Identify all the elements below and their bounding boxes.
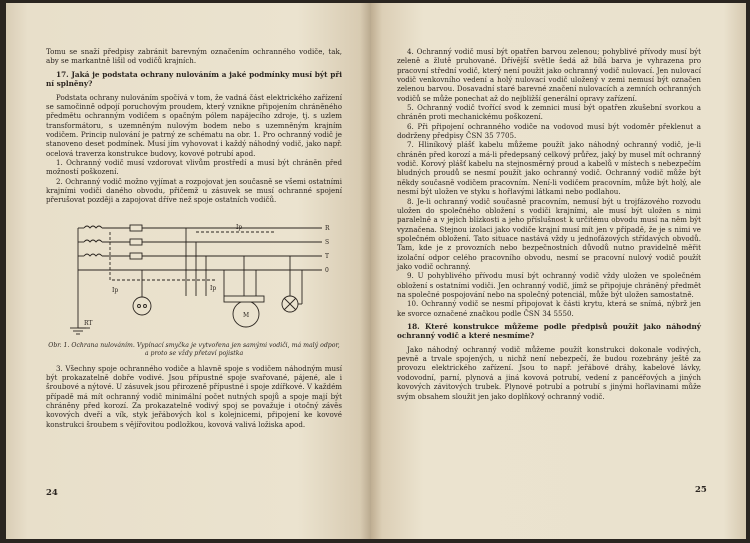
paragraph: 9. U pohyblivého přívodu musí být ochranný vodič vždy uložen ve společném obložení s ostatními vodiči. Jen ochranný vodič, jímž se připojuje chráněný předmět na společné pospojování nebo na společný potenciál, může být uložen samostatně. [397,271,701,299]
paragraph: 5. Ochranný vodič tvořící svod k zemnici musí být opatřen zkušební svorkou a chráněn proti mechanickému poškození. [397,103,701,122]
paragraph: 3. Všechny spoje ochranného vodiče a hlavně spoje s vodičem náhodným musí být prokazatelně dobře vodivé. Jsou přípustné spoje svařované, pájené, ale i šroubové a nýtové. U zásuvek jsou přirozeně přípustné i spoje zdířkové. V každém případě má mít ochranný vodič minimální počet nutných spojů a spoje mají být chráněny před korozí. Za prokazatelně vodivý spoj se považuje i otočný závěs kovových dveří a vík, styk jeřábových kol s kolejnicemi, připojení ke kovové konstrukci šroubem s vějířovitou podložkou, kovová valivá ložiska apod. [46,363,342,429]
page-number-right: 25 [695,485,707,495]
schematic-drawing [46,210,342,340]
left-text-column [46,47,342,429]
label-r: R [325,224,330,232]
paragraph: Jako náhodný ochranný vodič můžeme použít konstrukci dokonale vodivých, pevně a trvale spojených, u nichž není nebezpečí, že budou rozebrány ještě za provozu elektrického zařízení. Jsou to např. jeřábové dráhy, kabelové lávky, vodovodní, parní, plynová a jiná kovová potrubí, vedení z pancéřových a jiných kovových závitových trubek. Plynové potrubí a potrubí s jinými hořlavinami může svým obsahem sloužit jen jako doplňkový ochranný vodič. [397,344,701,401]
figure-caption: Obr. 1. Ochrana nulováním. Vypínací smyčka je vytvořena jen samými vodiči, má malý odpor, a proto se vždy přetaví pojistka [48,341,340,357]
book-spread [6,3,746,539]
question-18-heading: 18. Které konstrukce můžeme podle předpisů použít jako náhodný ochranný vodič a které nesmíme? [397,321,701,341]
paragraph: 6. Při připojení ochranného vodiče na vodovod musí být vodoměr překlenut a dodrženy předpisy ČSN 35 7705. [397,121,701,141]
right-text-column [397,47,701,401]
question-17-heading: 17. Jaká je podstata ochrany nulováním a jaké podmínky musí být při ní splněny? [46,69,342,89]
page-number-left: 24 [46,488,58,498]
label-rt: RT [84,319,93,327]
paragraph: 8. Je-li ochranný vodič současně pracovním, nemusí být u trojfázového rozvodu uložen do společného obložení s vodiči krajními, ale musí být uložen s nimi paralelně a v jejich blízkosti a jeho příslušnost k určitému obvodu musí na něm být vyznačena. Stejnou izolaci jako vodiče krajní musí mít jen v případě, že je s nimi ve společném obložení. Tato situace nastává vždy u jednofázových střídavých obvodů. Tam, kde je z provozních nebo bezpečnostních důvodů nutno pravidelně měřit izolační odpor celého pracovního obvodu, nesmí se pracovní nulový vodič použít jako vodič ochranný. [397,196,701,271]
paragraph: 10. Ochranný vodič se nesmí připojovat k části krytu, která se snímá, nýbrž jen ke svorce označené značkou podle ČSN 34 5550. [397,299,701,318]
paragraph: 2. Ochranný vodič možno vyjímat a rozpojovat jen současně se všemi ostatními krajními vodiči daného obvodu, přičemž u zásuvek se musí ochranné spojení přerušovat později a zapojovat dříve než spoje ostatních vodičů. [46,176,342,205]
figure-nulling-schematic [46,210,342,340]
label-s: S [325,238,330,246]
label-ip-left: Ip [112,286,119,294]
label-t: T [325,252,330,260]
label-zero: 0 [325,266,329,274]
paragraph: 4. Ochranný vodič musí být opatřen barvou zelenou; pohyblivé přívody musí být zeleně a žlutě pruhované. Dřívější světle šedá až bílá barva je vyhrazena pro pracovní střední vodič, který není použit jako ochranný vodič nulovací. Jen nulovací vodič venkovního vedení a holý nulovací vodič uložený v zemi nemusí být označen zelenou barvou. Dosavadní staré barevné značení nulovacích a zemních ochranných vodičů se může ponechat až do nejbližší generální opravy zařízení. [397,47,701,103]
label-motor: M [243,311,250,319]
label-ip-top: Ip [236,223,243,231]
paragraph: 1. Ochranný vodič musí vzdorovat vlivům prostředí a musí být chráněn před možností poškození. [46,157,342,177]
right-page [371,3,746,539]
paragraph: Podstata ochrany nulováním spočívá v tom, že vadná část elektrického zařízení se samočinně odpojí poruchovým proudem, který vznikne připojením chráněného předmětu ochranným vodičem s opačným pólem napájecího zdroje, tj. s uzlem transformátoru, s uzemněným nulovým bodem nebo s uzemněným krajním vodičem. Princip nulování je patrný ze schématu na obr. 1. Pro ochranný vodič je stanoveno deset podmínek. Musí jím vyhovovat i každý náhodný vodič, jako např. ocelová traverza konstrukce budovy, kovové potrubí apod. [46,92,342,158]
left-page [6,3,371,539]
intro-paragraph: Tomu se snaží předpisy zabránit barevným označením ochranného vodiče, tak, aby se markantně lišil od vodičů krajních. [46,47,342,66]
label-ip-mid: Ip [210,284,217,292]
paragraph: 7. Hliníkový plášť kabelu můžeme použít jako náhodný ochranný vodič, je-li chráněn před korozí a má-li předepsaný celkový průřez, jaký by musel mít ochranný vodič. Korový plášť kabelu na stejnosměrný proud a kabelů v místech s nebezpečím bludných proudů se nesmí použít jako ochranný vodič. Ochranný vodič může být někdy současně vodičem pracovním. Není-li vodičem pracovním, může být holý, ale nesmí být uložen ve styku s hořlavými látkami nebo podlahou. [397,140,701,197]
